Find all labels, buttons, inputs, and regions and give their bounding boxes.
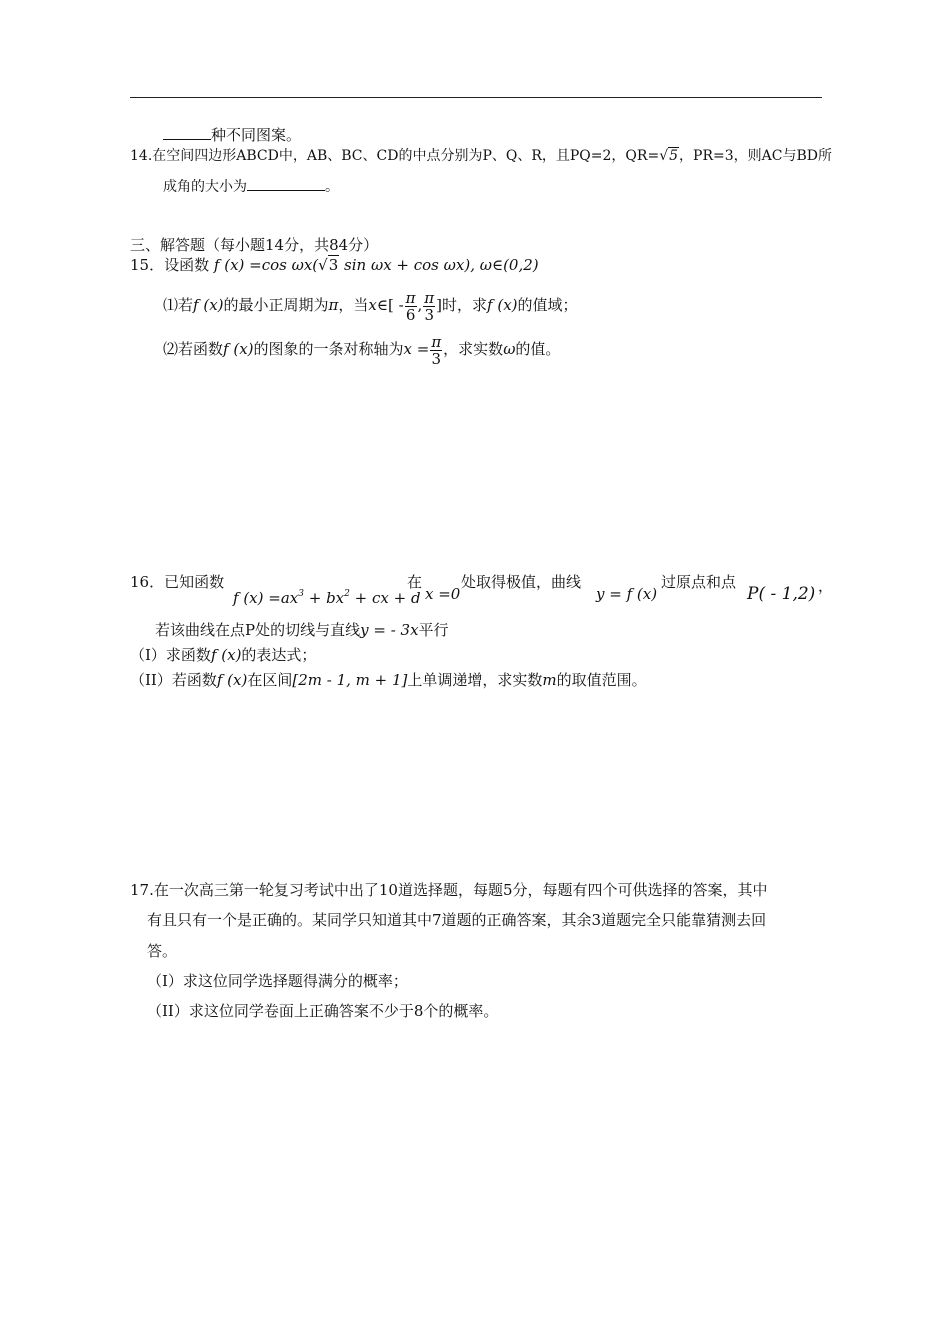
q15-line1 (130, 255, 539, 275)
q16-line2 (155, 620, 449, 640)
q15-p2-omega: ω (503, 340, 516, 358)
q14-sqrt-arg: 5 (669, 148, 679, 164)
q14-line1 (130, 146, 832, 166)
q16-p1-fx: f (x) (210, 646, 242, 664)
answer-blank (163, 125, 211, 140)
q16-point: P( - 1,2) (747, 584, 816, 604)
q15-p1-fx: f (x) (193, 296, 224, 314)
q16-intro: 已知函数 (164, 573, 225, 591)
q15-p1-x: x (368, 296, 377, 314)
q15-p2-d: 的值。 (515, 340, 561, 358)
q15-frac2-den: 3 (424, 305, 434, 324)
q17-part1: （I）求这位同学选择题得满分的概率； (147, 972, 408, 990)
q15-p1-d: ]时，求 (436, 296, 488, 314)
q14-number: 14. (130, 148, 153, 164)
q15-formula-a: f (x) =cos ωx( (213, 256, 319, 274)
answer-blank (247, 176, 325, 191)
q14-text-b: ，PR=3，则AC与BD所 (679, 148, 832, 164)
header-rule (130, 97, 822, 98)
q16-sup2: 2 (344, 589, 350, 599)
q15-intro: 设函数 (164, 256, 210, 274)
q15-part2 (163, 332, 560, 367)
q15-formula-b: sin ωx + cos ωx), ω∈(0,2) (339, 256, 539, 274)
q15-p2-fx: f (x) (223, 340, 254, 358)
q17-part2: （II）求这位同学卷面上正确答案不少于8个的概率。 (147, 1002, 499, 1020)
q16-pass: 过原点和点 (661, 573, 737, 591)
q16-line1 (130, 572, 224, 592)
q16-p1-b: 的表达式； (241, 646, 317, 664)
q17-line2: 有且只有一个是正确的。某同学只知道其中7道题的正确答案，其余3道题完全只能靠猜测去回 (147, 911, 767, 929)
fraction (430, 334, 442, 367)
q16-number: 16． (130, 573, 165, 591)
section-heading: 三、解答题（每小题14分，共84分） (130, 236, 379, 254)
q16-fx-def (233, 584, 421, 608)
q16-p2-a: （II）若函数 (130, 671, 217, 689)
q15-p1-b: 的最小正周期为 (223, 296, 329, 314)
q15-p1-c: ，当 (338, 296, 369, 314)
q15-frac2-num: π (424, 288, 435, 307)
q16-p2-fx: f (x) (216, 671, 248, 689)
q15-p1-fx-2: f (x) (487, 296, 518, 314)
q15-p1-e: 的值域； (517, 296, 578, 314)
q16-line2-eq: y = - 3x (360, 621, 419, 639)
q16-p2-c: 上单调递增，求实数 (407, 671, 543, 689)
q16-fx-def-b: + bx (303, 589, 345, 607)
q16-p2-m: m (542, 671, 557, 689)
q16-p1-a: （I）求函数 (130, 646, 211, 664)
sqrt-symbol: √3 (318, 256, 339, 274)
q16-p2-d: 的取值范围。 (556, 671, 647, 689)
q16-curve: y = f (x) (596, 585, 658, 603)
q15-part1 (163, 288, 578, 323)
q16-fx-def-c: + cx + d (349, 589, 421, 607)
q16-sup3: 3 (298, 589, 304, 599)
fraction (423, 290, 435, 323)
q15-frac1-num: π (405, 288, 416, 307)
q15-p2-b: 的图象的一条对称轴为 (253, 340, 404, 358)
q13-tail-text: 种不同图案。 (211, 126, 302, 144)
q16-p2-int: [2m - 1, m + 1] (292, 671, 408, 689)
q16-fx-def-a: f (x) =ax (233, 589, 299, 607)
sqrt-symbol: √5 (659, 148, 679, 164)
q15-frac3-num: π (431, 332, 442, 351)
q15-p1-comma: , (417, 296, 423, 314)
q13-tail (163, 125, 301, 145)
q15-p2-eq: x = (403, 340, 430, 358)
q15-frac3-den: 3 (431, 349, 442, 368)
q14-line2-end: 。 (325, 179, 339, 195)
q14-line2 (163, 176, 339, 197)
q15-p2-c: ，求实数 (443, 340, 504, 358)
q16-x0: x =0 (425, 585, 461, 603)
q16-part2 (130, 670, 647, 690)
q15-p2-a: ⑵若函数 (163, 340, 224, 358)
q14-line2-text: 成角的大小为 (163, 179, 247, 195)
q15-p1-pi: π (328, 296, 339, 314)
q16-line2-b: 平行 (418, 621, 449, 639)
q15-sqrt-arg: 3 (328, 256, 339, 274)
q15-p1-in: ∈[ - (376, 296, 404, 314)
q16-part1 (130, 645, 316, 665)
q14-text-a: 在空间四边形ABCD中，AB、BC、CD的中点分别为P、Q、R，且PQ=2，QR= (152, 148, 660, 164)
fraction (405, 290, 417, 323)
q16-extreme: 处取得极值，曲线 (461, 573, 582, 591)
q15-number: 15． (130, 256, 165, 274)
q17-line3: 答。 (147, 942, 178, 960)
q16-at: 在 (407, 573, 423, 591)
q17-line1: 17.在一次高三第一轮复习考试中出了10道选择题，每题5分，每题有四个可供选择的答案，其中 (130, 881, 768, 899)
q15-frac1-den: 6 (405, 305, 416, 324)
q16-line2-a: 若该曲线在点P处的切线与直线 (155, 621, 361, 639)
q16-p2-b: 在区间 (247, 671, 293, 689)
q15-p1-a: ⑴若 (163, 296, 194, 314)
q16-comma: ， (818, 577, 834, 595)
